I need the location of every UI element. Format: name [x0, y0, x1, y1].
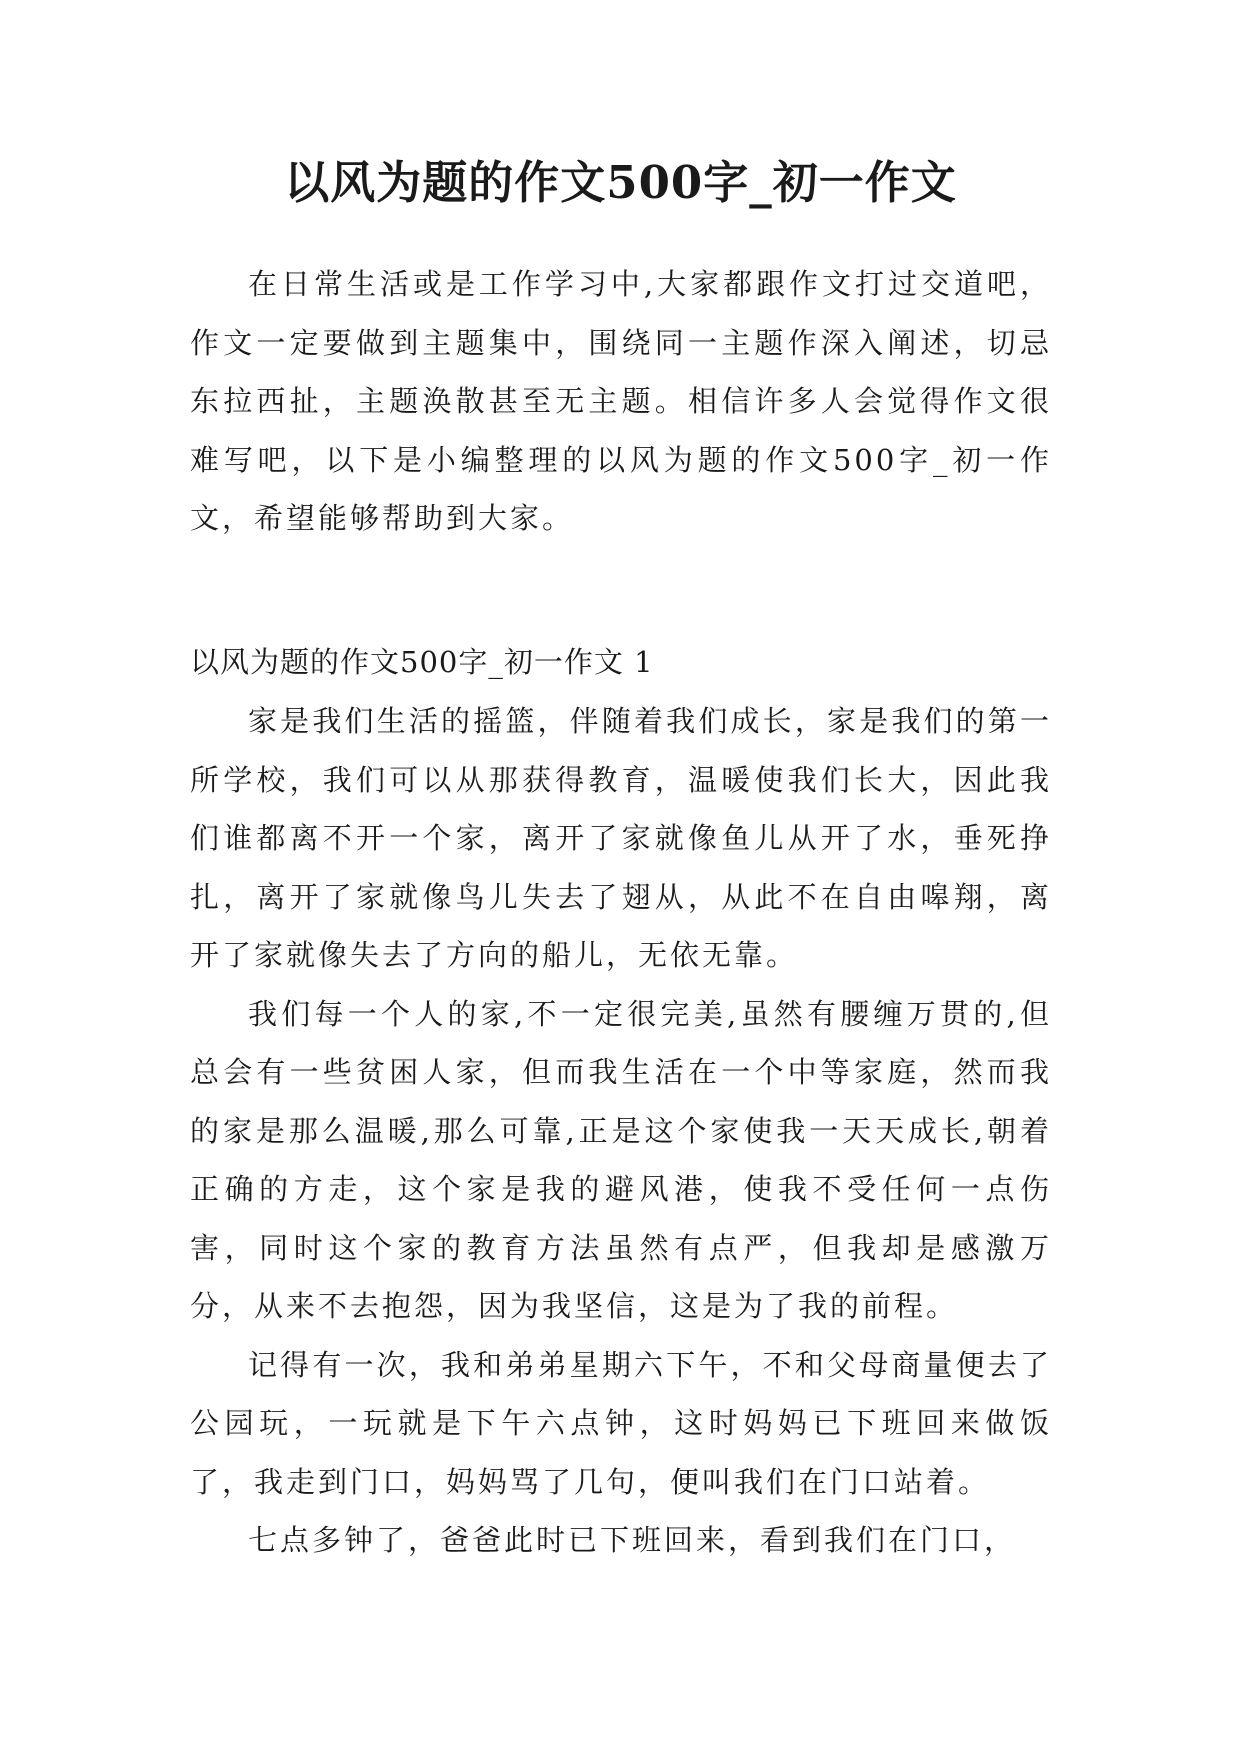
essay-paragraph: 记得有一次，我和弟弟星期六下午，不和父母商量便去了公园玩，一玩就是下午六点钟，这时妈妈已下班回来做饭了，我走到门口，妈妈骂了几句，便叫我们在门口站着。: [190, 1347, 1052, 1499]
intro-block: [190, 255, 1052, 548]
document-title: 以风为题的作文500字_初一作文: [284, 156, 957, 209]
essay-paragraph: 七点多钟了，爸爸此时已下班回来，看到我们在门口，: [248, 1523, 1017, 1557]
intro-paragraph: 在日常生活或是工作学习中,大家都跟作文打过交道吧，作文一定要做到主题集中，围绕同一主题作深入阐述，切忌东拉西扯，主题涣散甚至无主题。相信许多人会觉得作文很难写吧，以下是小编整理的以风为题的作文500字_初一作文，希望能够帮助到大家。: [190, 267, 1052, 535]
section-heading: 以风为题的作文500字_初一作文 1: [190, 645, 654, 679]
essay-paragraph: 我们每一个人的家,不一定很完美,虽然有腰缠万贯的,但总会有一些贫困人家，但而我生活在一个中等家庭，然而我的家是那么温暖,那么可靠,正是这个家使我一天天成长,朝着正确的方走，这个家是我的避风港，使我不受任何一点伤害，同时这个家的教育方法虽然有点严，但我却是感激万分，从来不去抱怨，因为我坚信，这是为了我的前程。: [190, 996, 1052, 1323]
essay-body: [190, 692, 1052, 1570]
essay-paragraph: 家是我们生活的摇篮，伴随着我们成长，家是我们的第一所学校，我们可以从那获得教育，温暖使我们长大，因此我们谁都离不开一个家，离开了家就像鱼儿从开了水，垂死挣扎，离开了家就像鸟儿失去了翅从，从此不在自由嗥翔，离开了家就像失去了方向的船儿，无依无靠。: [190, 704, 1052, 972]
